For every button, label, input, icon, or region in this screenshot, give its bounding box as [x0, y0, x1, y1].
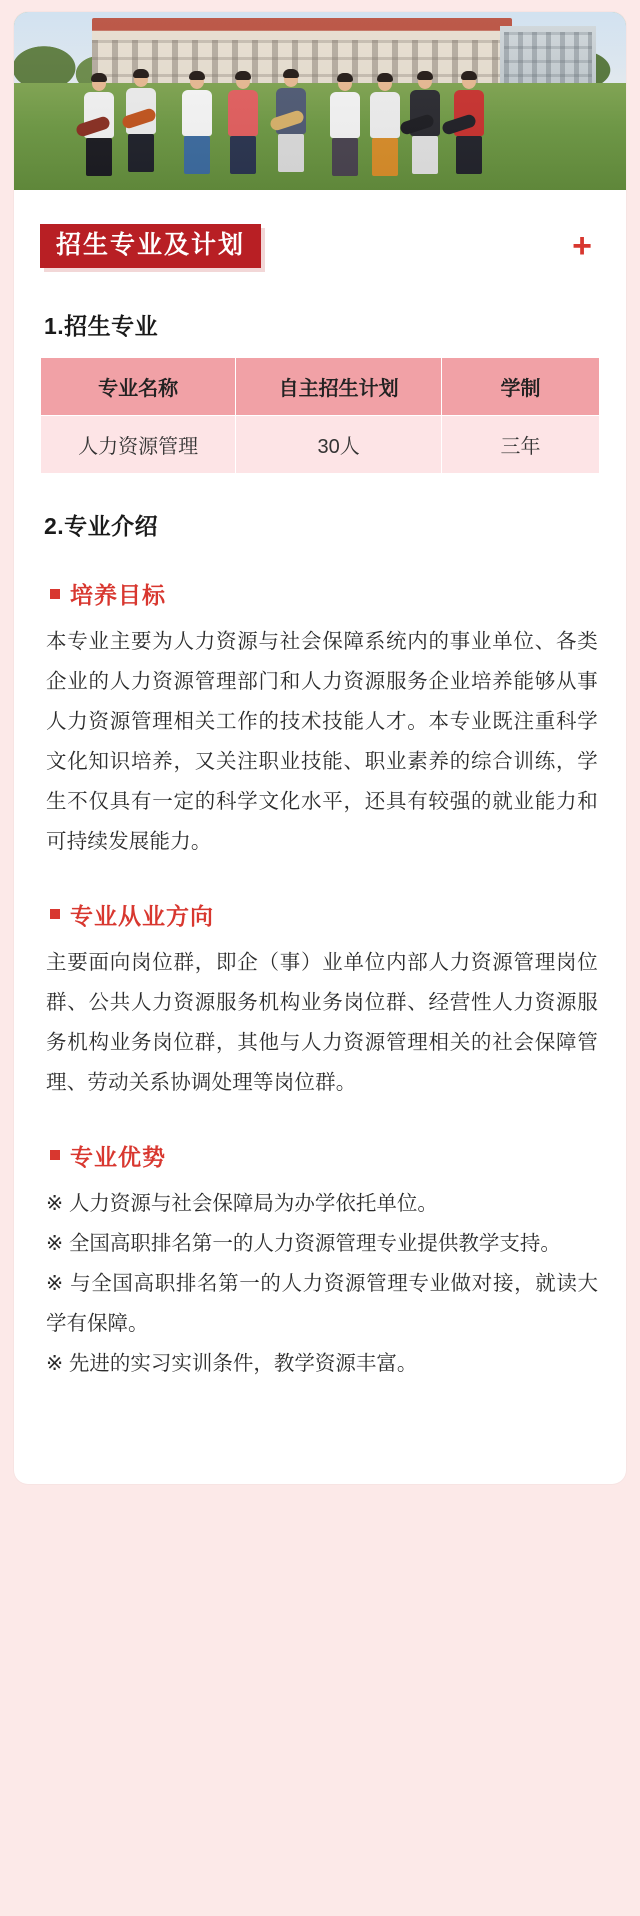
- section-header: [14, 190, 626, 274]
- list-item: ※ 全国高职排名第一的人力资源管理专业提供教学支持。: [46, 1231, 561, 1255]
- table-header-cell: 学制: [442, 358, 600, 416]
- list-item: ※ 人力资源与社会保障局为办学依托单位。: [46, 1191, 438, 1215]
- bottom-spacer: [40, 1384, 600, 1444]
- table-row: [41, 416, 600, 474]
- heading-majors: 1.招生专业: [44, 313, 159, 339]
- content-body: [14, 308, 626, 1484]
- poster-card: [14, 12, 626, 1484]
- table-header-cell: 自主招生计划: [236, 358, 442, 416]
- subsection-paragraph: 主要面向岗位群，即企（事）业单位内部人力资源管理岗位群、公共人力资源服务机构业务岗位群、经营性人力资源服务机构业务岗位群，其他与人力资源管理相关的社会保障管理、劳动关系协调处理等岗位群。: [46, 950, 598, 1094]
- table-header-row: [41, 358, 600, 416]
- square-bullet-icon: [50, 589, 60, 599]
- subsection-title: 培养目标: [70, 582, 166, 608]
- table-cell-duration: 三年: [442, 416, 600, 474]
- hero-overlay: [14, 12, 626, 190]
- subsection-title: 专业优势: [70, 1143, 166, 1170]
- hero-photo: [14, 12, 626, 190]
- table-cell-plan-count: 30人: [236, 416, 442, 474]
- subsection-header-career-direction: [50, 898, 600, 931]
- heading-major-intro: 2.专业介绍: [44, 513, 159, 539]
- advantages-list: [46, 1184, 598, 1384]
- subsection-header-advantages: [50, 1139, 600, 1172]
- list-item: ※ 先进的实习实训条件，教学资源丰富。: [46, 1351, 418, 1375]
- table-cell-major-name: 人力资源管理: [41, 416, 236, 474]
- admission-plan-table: [40, 357, 600, 474]
- subsection-paragraph: 本专业主要为人力资源与社会保障系统内的事业单位、各类企业的人力资源管理部门和人力资源服务企业培养能够从事人力资源管理相关工作的技术技能人才。本专业既注重科学文化知识培养，又关注职业技能、职业素养的综合训练，学生不仅具有一定的科学文化水平，还具有较强的就业能力和可持续发展能力。: [46, 630, 598, 853]
- subsection-title: 专业从业方向: [70, 902, 214, 929]
- plus-icon: +: [572, 227, 592, 265]
- square-bullet-icon: [50, 909, 60, 919]
- square-bullet-icon: [50, 1150, 60, 1160]
- list-item: ※ 与全国高职排名第一的人力资源管理专业做对接，就读大学有保障。: [46, 1271, 598, 1335]
- subsection-header-training-goal: [50, 577, 600, 610]
- table-header-cell: 专业名称: [41, 358, 236, 416]
- section-title-badge: 招生专业及计划: [40, 224, 261, 268]
